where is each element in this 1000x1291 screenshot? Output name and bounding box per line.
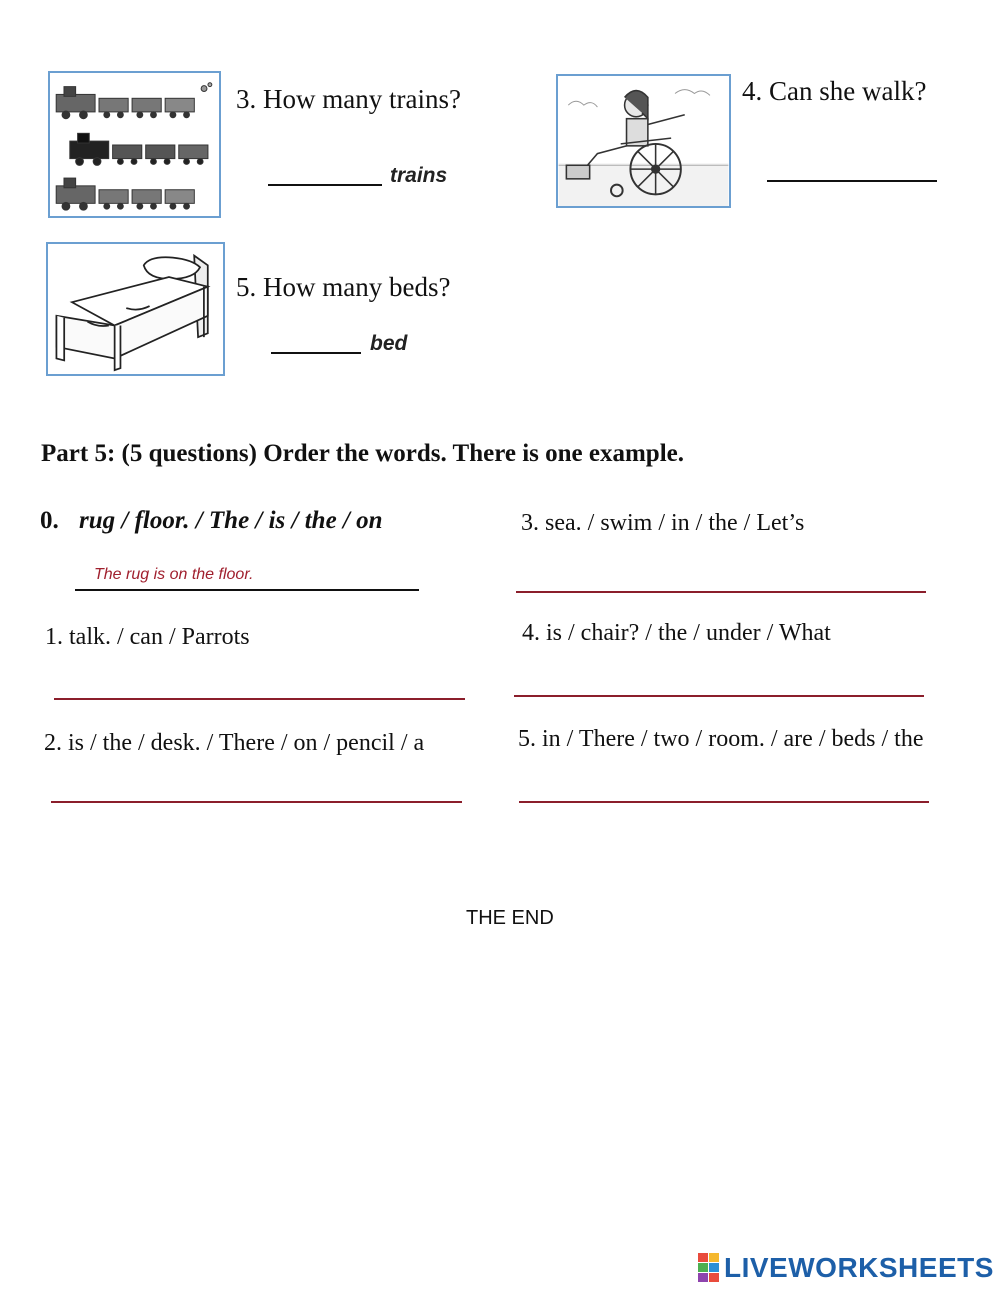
example-answer: The rug is on the floor. [94, 566, 254, 583]
order-item-2: 2. is / the / desk. / There / on / pencil / a [44, 730, 425, 756]
bed-illustration [48, 244, 223, 374]
the-end-text: THE END [466, 907, 554, 929]
liveworksheets-logo-icon [698, 1253, 720, 1283]
order-item-1: 1. talk. / can / Parrots [45, 624, 250, 650]
part-5-title: Part 5: (5 questions) Order the words. There is one example. [41, 440, 685, 467]
question-5-unit: bed [370, 332, 408, 355]
question-3-unit: trains [390, 164, 448, 187]
train-2 [70, 133, 208, 165]
question-5-answer-blank[interactable] [271, 352, 361, 354]
question-3-text: 3. How many trains? [236, 84, 461, 114]
question-5-text: 5. How many beds? [236, 272, 451, 302]
order-item-5: 5. in / There / two / room. / are / beds / the [518, 726, 924, 752]
order-item-4: 4. is / chair? / the / under / What [522, 620, 831, 646]
order-item-3: 3. sea. / swim / in / the / Let’s [521, 510, 805, 536]
question-3-answer-blank[interactable] [268, 184, 382, 186]
trains-illustration [50, 73, 219, 216]
wheelchair-picture [556, 74, 731, 208]
example-answer-line [75, 589, 419, 591]
train-3 [56, 178, 194, 210]
liveworksheets-logo [698, 1252, 994, 1284]
trains-picture [48, 71, 221, 218]
bed-picture [46, 242, 225, 376]
question-4-text: 4. Can she walk? [742, 76, 927, 106]
wheelchair-illustration [558, 76, 729, 206]
order-item-1-answer-line[interactable] [54, 698, 465, 700]
liveworksheets-brand-text: LIVEWORKSHEETS [724, 1252, 994, 1283]
order-item-5-answer-line[interactable] [519, 801, 929, 803]
question-4-answer-blank[interactable] [767, 180, 937, 182]
train-1 [56, 83, 212, 119]
example-number: 0. [40, 507, 59, 534]
example-item [40, 507, 383, 535]
order-item-4-answer-line[interactable] [514, 695, 924, 697]
order-item-2-answer-line[interactable] [51, 801, 462, 803]
order-item-3-answer-line[interactable] [516, 591, 926, 593]
example-words: rug / floor. / The / is / the / on [79, 507, 383, 534]
